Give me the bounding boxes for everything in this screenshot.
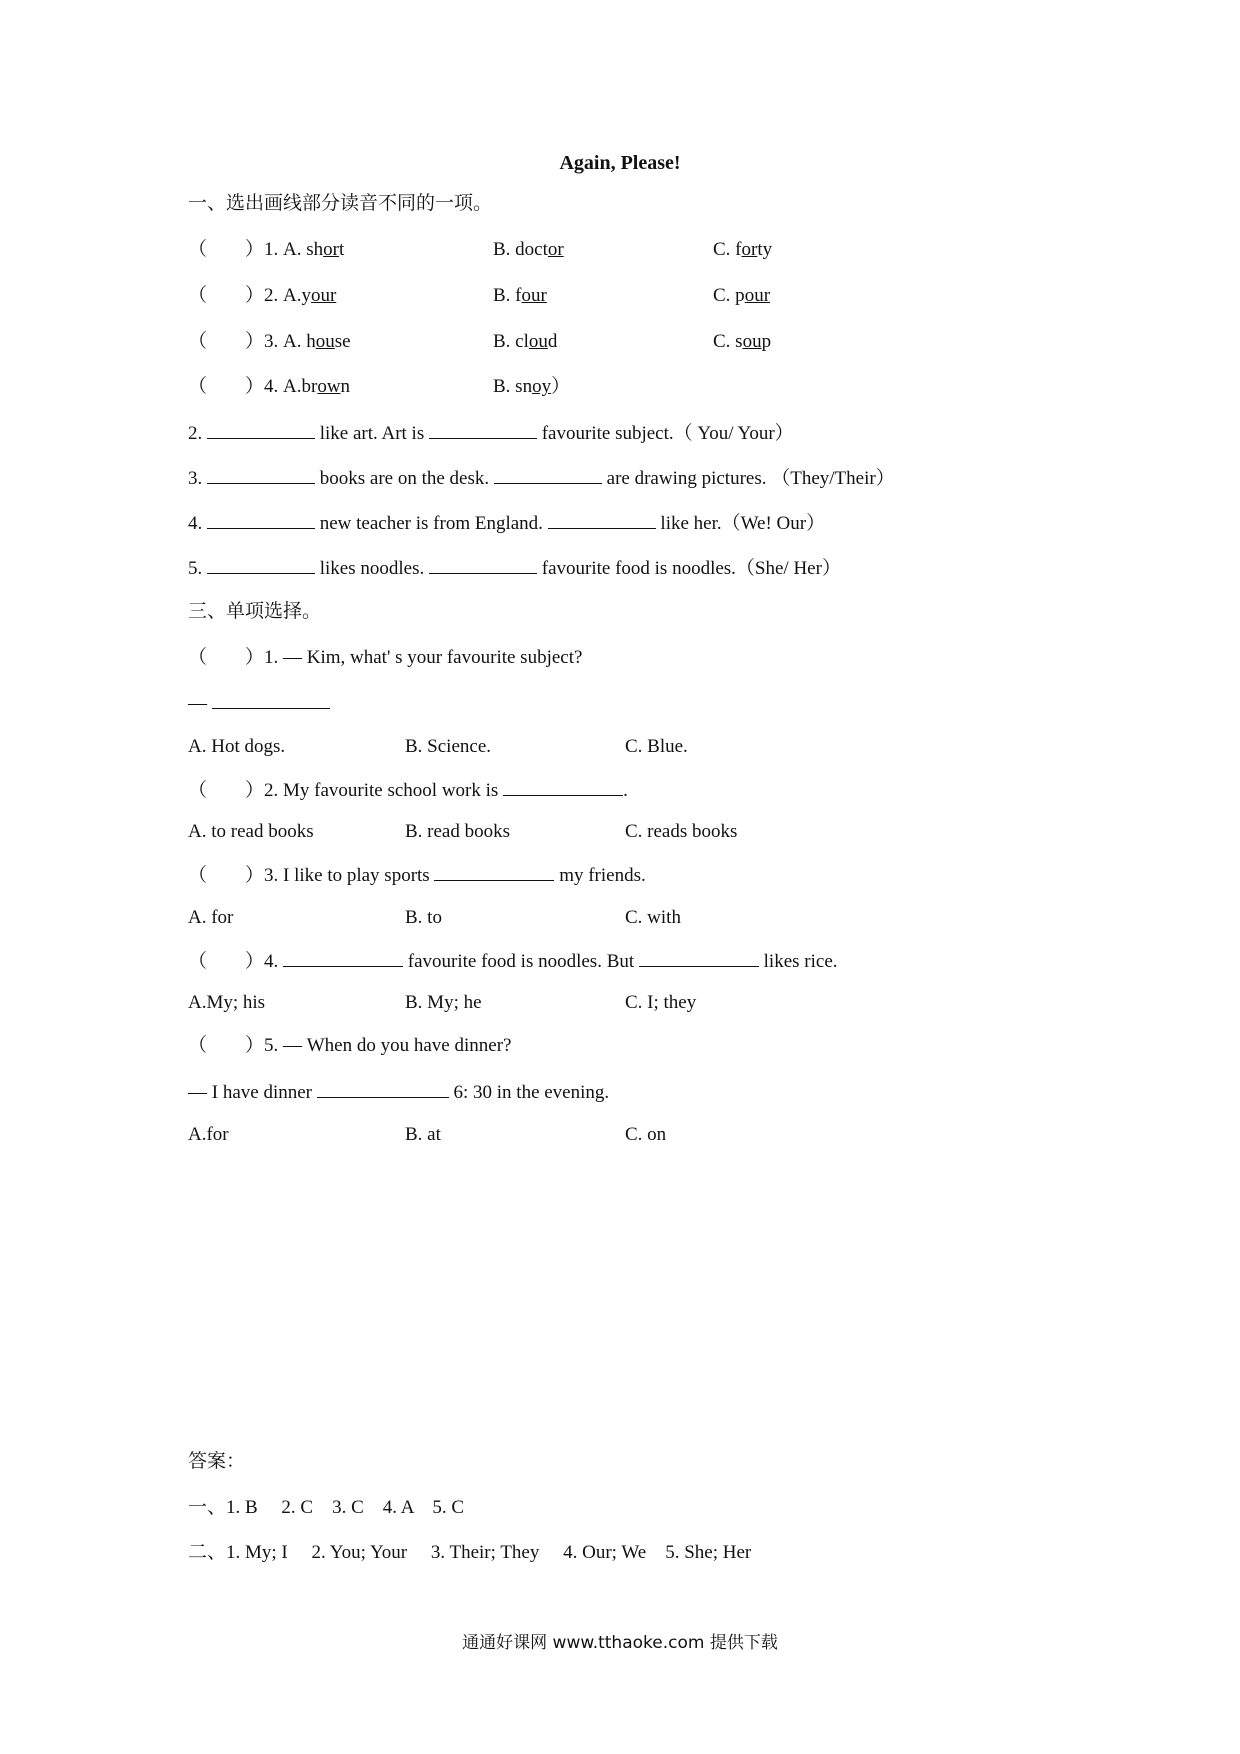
blank[interactable] — [494, 465, 602, 484]
blank[interactable] — [212, 690, 330, 709]
option-c: C. pour — [713, 285, 771, 306]
option-c: C. forty — [713, 239, 773, 260]
blank[interactable] — [429, 555, 537, 574]
footer-source: 通通好课网 www.tthaoke.com 提供下载 — [462, 1633, 778, 1653]
s3-question-4: （ ）4. favourite food is noodles. But likes rice. — [188, 948, 838, 974]
s1-question-3: （ ）3. A. house B. cloud C. soup — [188, 331, 772, 352]
s1-question-2: （ ）2. A.your B. four C. pour — [188, 285, 771, 306]
blank[interactable] — [317, 1079, 449, 1098]
blank[interactable] — [429, 420, 537, 439]
option-b: B. four — [493, 285, 547, 306]
s3-q2-options: A. to read books B. read books C. reads books — [188, 821, 738, 842]
blank[interactable] — [207, 465, 315, 484]
s3-question-3: （ ）3. I like to play sports my friends. — [188, 862, 646, 888]
s3-question-1: （ ）1. — Kim, what' s your favourite subject? — [188, 647, 583, 668]
s2-question-3: 3. books are on the desk. are drawing pictures. （They/Their） — [188, 465, 895, 491]
page-title: Again, Please! — [559, 152, 681, 174]
s3-q1-reply: — — [188, 690, 330, 716]
s3-q5-reply: — I have dinner 6: 30 in the evening. — [188, 1079, 609, 1105]
blank[interactable] — [503, 777, 623, 796]
blank[interactable] — [207, 420, 315, 439]
blank[interactable] — [207, 510, 315, 529]
option-b: B. doctor — [493, 239, 564, 260]
s3-question-2: （ ）2. My favourite school work is . — [188, 777, 628, 803]
option-c: C. soup — [713, 331, 772, 352]
section1-heading: 一、选出画线部分读音不同的一项。 — [188, 193, 493, 214]
blank[interactable] — [639, 948, 759, 967]
s1-question-1: （ ）1. A. short B. doctor C. forty — [188, 239, 773, 260]
s2-question-5: 5. likes noodles. favourite food is noodles.（She/ Her） — [188, 555, 841, 581]
blank[interactable] — [548, 510, 656, 529]
s2-question-4: 4. new teacher is from England. like her.（We! Our） — [188, 510, 825, 536]
blank[interactable] — [207, 555, 315, 574]
option-b: B. cloud — [493, 331, 558, 352]
blank[interactable] — [283, 948, 403, 967]
s2-question-2: 2. like art. Art is favourite subject.（ You/ Your） — [188, 420, 794, 446]
answers-line-2: 二、1. My; I 2. You; Your 3. Their; They 4. Our; We 5. She; Her — [188, 1542, 752, 1563]
s3-q1-options: A. Hot dogs. B. Science. C. Blue. — [188, 736, 688, 757]
answers-heading: 答案： — [188, 1451, 246, 1472]
section3-heading: 三、单项选择。 — [188, 601, 322, 622]
s3-q5-options: A.for B. at C. on — [188, 1124, 667, 1145]
s3-q3-options: A. for B. to C. with — [188, 907, 681, 928]
answers-line-1: 一、1. B 2. C 3. C 4. A 5. C — [188, 1497, 465, 1518]
option-b: B. snoy） — [493, 376, 571, 397]
s3-question-5: （ ）5. — When do you have dinner? — [188, 1035, 512, 1056]
s1-question-4: （ ）4. A.brown B. snoy） — [188, 376, 571, 397]
blank[interactable] — [434, 862, 554, 881]
s3-q4-options: A.My; his B. My; he C. I; they — [188, 992, 697, 1013]
